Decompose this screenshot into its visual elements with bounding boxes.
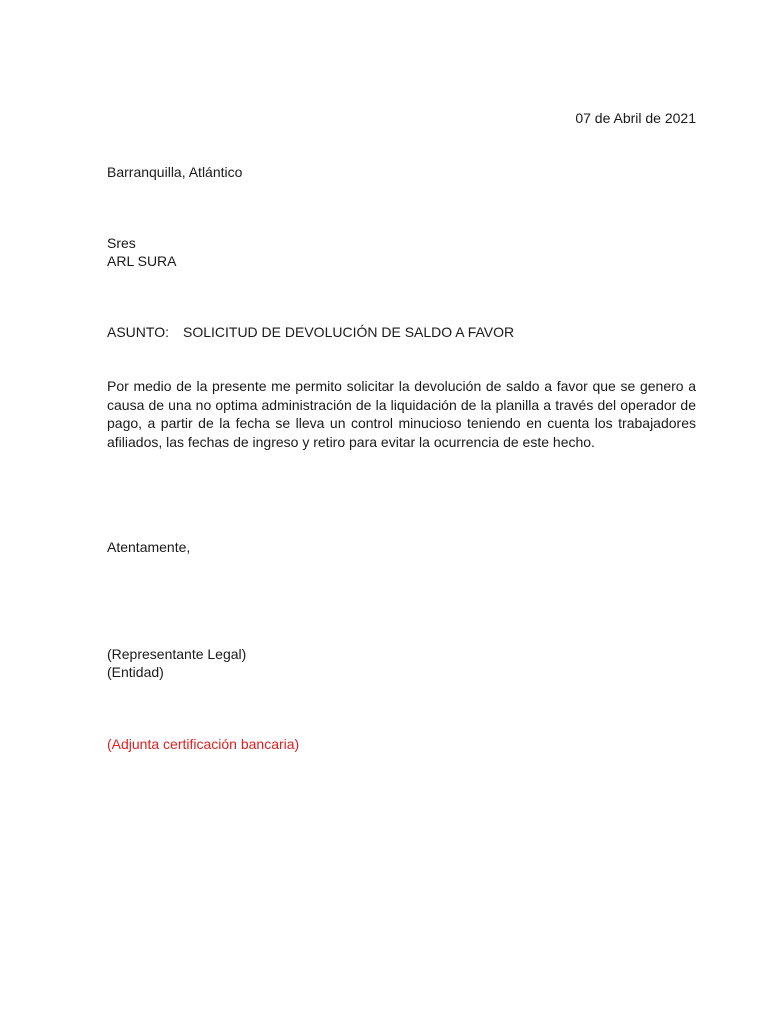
recipient-salutation: Sres: [107, 235, 136, 251]
recipient-block: [107, 234, 177, 270]
letter-date: 07 de Abril de 2021: [575, 110, 696, 126]
letter-body: Por medio de la presente me permito solicitar la devolución de saldo a favor que se genero a causa de una no optima administración de la liquidación de la planilla a través del operador de pago, a partir de la fecha se lleva un control minucioso teniendo en cuenta los trabajadores afiliados, las fechas de ingreso y retiro para evitar la ocurrencia de este hecho.: [107, 378, 696, 450]
subject-text: SOLICITUD DE DEVOLUCIÓN DE SALDO A FAVOR: [182, 324, 515, 340]
recipient-name: ARL SURA: [107, 253, 177, 269]
signature-role: (Representante Legal): [107, 646, 247, 662]
signature-entity: (Entidad): [107, 664, 164, 680]
subject-line: [107, 323, 514, 341]
signature-block: [107, 645, 246, 681]
subject-label: ASUNTO:: [107, 324, 169, 340]
attachment-note: (Adjunta certificación bancaria): [107, 736, 300, 752]
letter-city: Barranquilla, Atlántico: [107, 164, 243, 180]
letter-closing: Atentamente,: [107, 539, 191, 555]
